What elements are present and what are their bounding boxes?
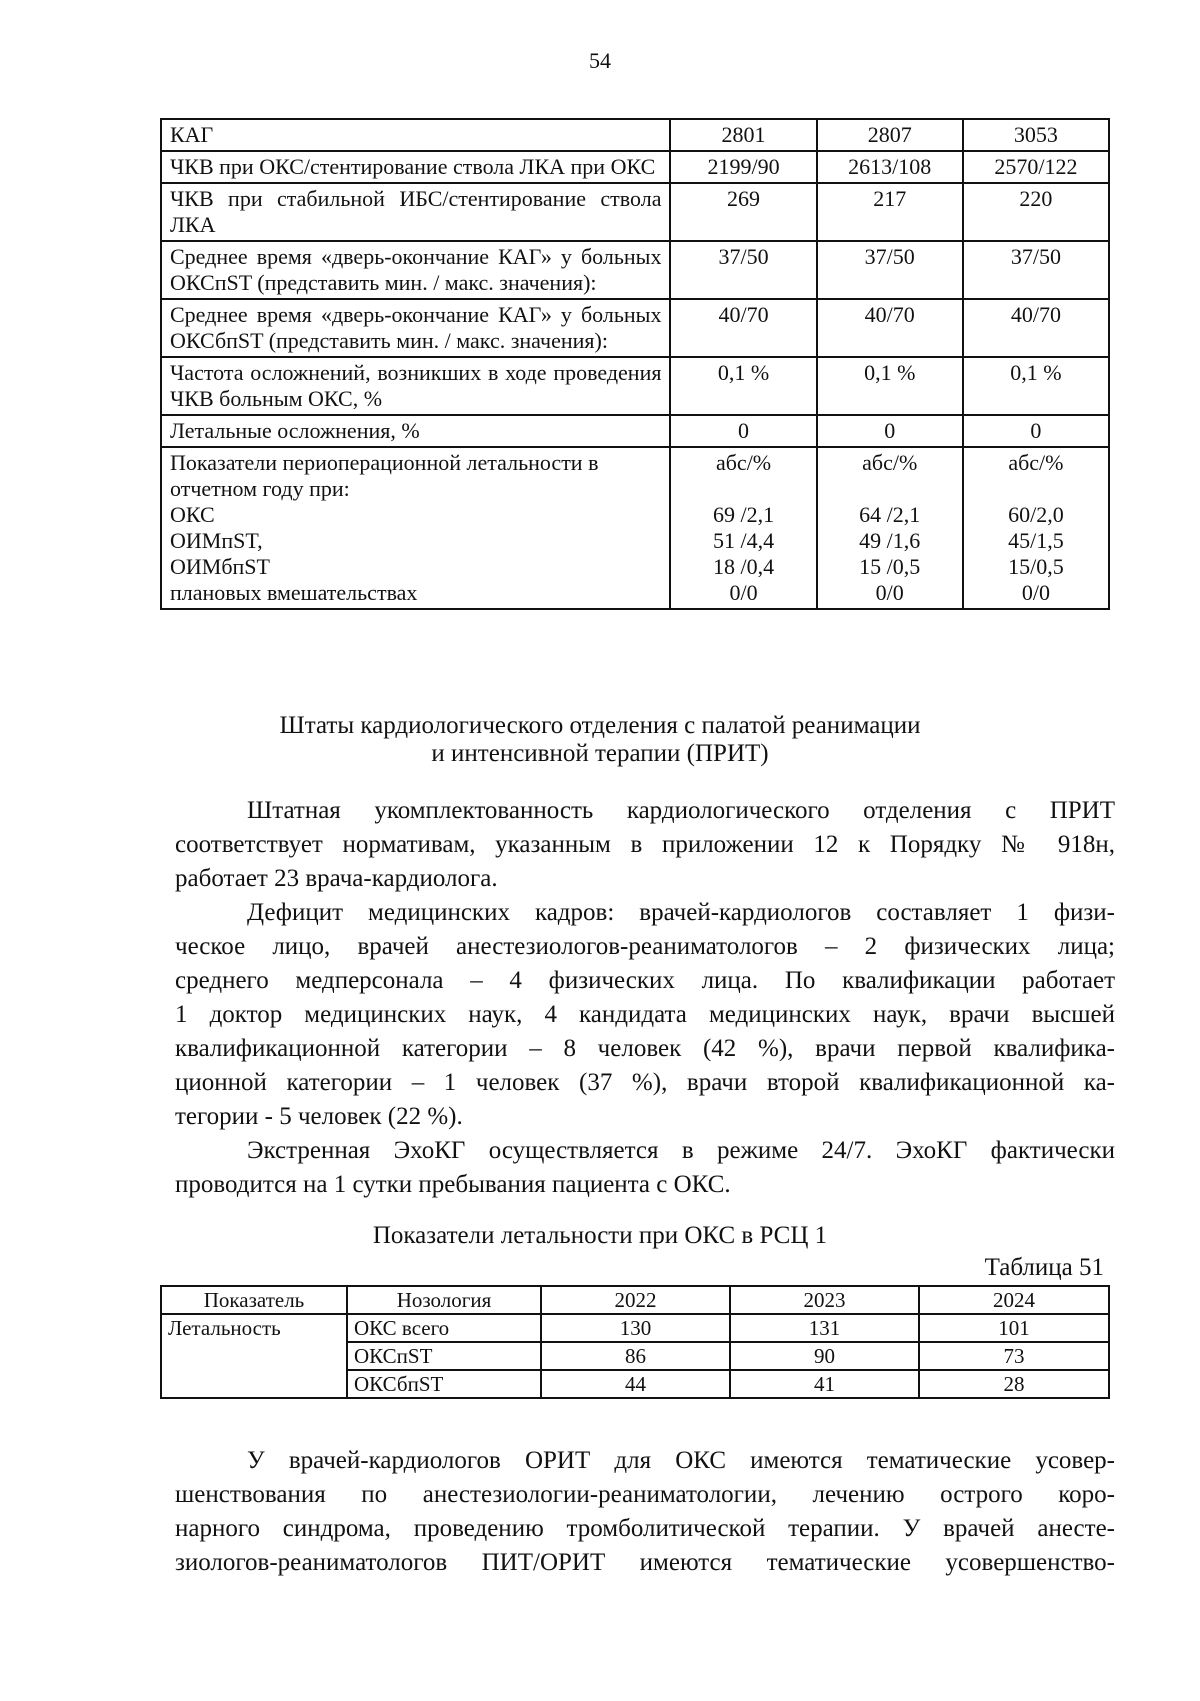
value-cell: 73 — [919, 1342, 1109, 1370]
value-line: 18 /0,4 — [712, 554, 775, 579]
value-line: 0/0 — [1021, 580, 1050, 605]
text-line: У врачей-кардиологов ОРИТ для ОКС имеются тематические усовер- — [247, 1447, 1115, 1474]
text-line: Штатная укомплектованность кардиологического отделения с ПРИТ — [247, 797, 1115, 824]
value-line: 45/1,5 — [1008, 528, 1064, 553]
page-number: 54 — [589, 48, 611, 73]
label-line: ОИМбпST — [170, 554, 270, 579]
label-line: ОКС — [170, 502, 215, 527]
table-row — [161, 183, 1109, 241]
value-cell: 41 — [730, 1370, 919, 1398]
value-cell: 86 — [541, 1342, 730, 1370]
nosology-cell: ОКС всего — [347, 1314, 541, 1342]
value-line: 0/0 — [875, 580, 904, 605]
value-cell: 37/50 — [963, 241, 1109, 299]
value-line: абс/% — [715, 450, 772, 475]
row-label: Летальные осложнения, % — [161, 415, 670, 447]
value-cell: 2199/90 — [670, 151, 816, 183]
nosology-cell: ОКСпST — [347, 1342, 541, 1370]
value-cell: 37/50 — [817, 241, 963, 299]
text-line: шенствования по анестезиологии-реаниматологии, лечению острого коро- — [175, 1481, 1115, 1508]
row-label: КАГ — [161, 119, 670, 151]
value-line — [679, 476, 807, 502]
row-label: ЧКВ при стабильной ИБС/стентирование ствола ЛКА — [161, 183, 670, 241]
value-cell: 0 — [963, 415, 1109, 447]
indicator-cell: Летальность — [161, 1314, 347, 1398]
value-cell: 44 — [541, 1370, 730, 1398]
text-line: нарного синдрома, проведению тромболитической терапии. У врачей анесте- — [175, 1515, 1115, 1542]
value-cell: 2807 — [817, 119, 963, 151]
value-cell: 90 — [730, 1342, 919, 1370]
value-cell: 40/70 — [670, 299, 816, 357]
value-cell: 2613/108 — [817, 151, 963, 183]
row-label — [161, 447, 670, 609]
mortality-table — [160, 1285, 1110, 1399]
text-line: соответствует нормативам, указанным в приложении 12 к Порядку № 918н, — [175, 831, 1115, 858]
label-line: отчетном году при: — [170, 476, 350, 501]
value-cell: 269 — [670, 183, 816, 241]
column-header: 2024 — [919, 1286, 1109, 1314]
table-row — [161, 299, 1109, 357]
text-line: Экстренная ЭхоКГ осуществляется в режиме 24/7. ЭхоКГ фактически — [247, 1137, 1115, 1164]
value-line: 51 /4,4 — [712, 528, 775, 553]
value-cell: 131 — [730, 1314, 919, 1342]
section-title-line: и интенсивной терапии (ПРИТ) — [431, 740, 769, 767]
table-row — [161, 119, 1109, 151]
nosology-cell: ОКСбпST — [347, 1370, 541, 1398]
value-cell: 28 — [919, 1370, 1109, 1398]
value-line: 49 /1,6 — [859, 528, 921, 553]
table-row — [161, 151, 1109, 183]
value-cell: 2570/122 — [963, 151, 1109, 183]
table-row — [161, 357, 1109, 415]
value-line: 69 /2,1 — [712, 502, 775, 527]
value-cell: 0,1 % — [670, 357, 816, 415]
table-header-row — [161, 1286, 1109, 1314]
value-line: 15 /0,5 — [859, 554, 921, 579]
value-line — [972, 476, 1100, 502]
value-cell: 37/50 — [670, 241, 816, 299]
value-cell: 101 — [919, 1314, 1109, 1342]
value-cell: 130 — [541, 1314, 730, 1342]
label-line: Показатели периоперационной летальности в — [170, 450, 599, 475]
value-cell: 0 — [817, 415, 963, 447]
value-line: абс/% — [1008, 450, 1064, 475]
value-cell: 2801 — [670, 119, 816, 151]
row-label: Среднее время «дверь-окончание КАГ» у больных ОКСпST (представить мин. / макс. значения): — [161, 241, 670, 299]
table-row — [161, 241, 1109, 299]
paragraph-echo — [175, 1134, 1115, 1202]
value-cell: 40/70 — [963, 299, 1109, 357]
table-row — [161, 415, 1109, 447]
value-line: абс/% — [862, 450, 918, 475]
section-title-line: Штаты кардиологического отделения с палатой реанимации — [279, 712, 921, 739]
table-title: Показатели летальности при ОКС в РСЦ 1 — [372, 1222, 828, 1249]
column-header: 2022 — [541, 1286, 730, 1314]
value-line — [826, 476, 954, 502]
value-cell: 40/70 — [817, 299, 963, 357]
label-line: ОИМпST, — [170, 528, 263, 553]
value-line: 60/2,0 — [1008, 502, 1064, 527]
table-row — [161, 1314, 1109, 1342]
section-title — [0, 712, 1200, 768]
table-row — [161, 447, 1109, 609]
paragraph-training — [175, 1444, 1115, 1580]
text-line: 1 доктор медицинских наук, 4 кандидата медицинских наук, врачи высшей — [175, 1001, 1115, 1028]
value-cell: 217 — [817, 183, 963, 241]
paragraph-deficit — [175, 896, 1115, 1134]
column-header: Нозология — [347, 1286, 541, 1314]
pci-indicators-table — [160, 118, 1110, 610]
text-line: ционной категории – 1 человек (37 %), врачи второй квалификационной ка- — [175, 1069, 1115, 1096]
value-cell: 3053 — [963, 119, 1109, 151]
text-line: тегории - 5 человек (22 %). — [175, 1103, 463, 1130]
label-line: плановых вмешательствах — [170, 580, 418, 605]
value-line: 64 /2,1 — [859, 502, 921, 527]
paragraph-staffing — [175, 794, 1115, 896]
row-label: ЧКВ при ОКС/стентирование ствола ЛКА при ОКС — [161, 151, 670, 183]
text-line: квалификационной категории – 8 человек (42 %), врачи первой квалифика- — [175, 1035, 1115, 1062]
text-line: Дефицит медицинских кадров: врачей-кардиологов составляет 1 физи- — [247, 899, 1115, 926]
value-cell: 0,1 % — [963, 357, 1109, 415]
column-header: 2023 — [730, 1286, 919, 1314]
row-label: Частота осложнений, возникших в ходе проведения ЧКВ больным ОКС, % — [161, 357, 670, 415]
value-line: 0/0 — [729, 580, 758, 605]
value-cell — [817, 447, 963, 609]
value-cell — [963, 447, 1109, 609]
value-line: 15/0,5 — [1008, 554, 1064, 579]
value-cell — [670, 447, 816, 609]
text-line: работает 23 врача-кардиолога. — [175, 865, 498, 892]
text-line: зиологов-реаниматологов ПИТ/ОРИТ имеются тематические усовершенство- — [175, 1549, 1115, 1576]
column-header: Показатель — [161, 1286, 347, 1314]
value-cell: 220 — [963, 183, 1109, 241]
text-line: ческое лицо, врачей анестезиологов-реаниматологов – 2 физических лица; — [175, 933, 1115, 960]
text-line: среднего медперсонала – 4 физических лица. По квалификации работает — [175, 967, 1115, 994]
value-cell: 0 — [670, 415, 816, 447]
row-label: Среднее время «дверь-окончание КАГ» у больных ОКСбпST (представить мин. / макс. значения): — [161, 299, 670, 357]
text-line: проводится на 1 сутки пребывания пациента с ОКС. — [175, 1171, 731, 1198]
value-cell: 0,1 % — [817, 357, 963, 415]
table-number: Таблица 51 — [984, 1254, 1104, 1281]
